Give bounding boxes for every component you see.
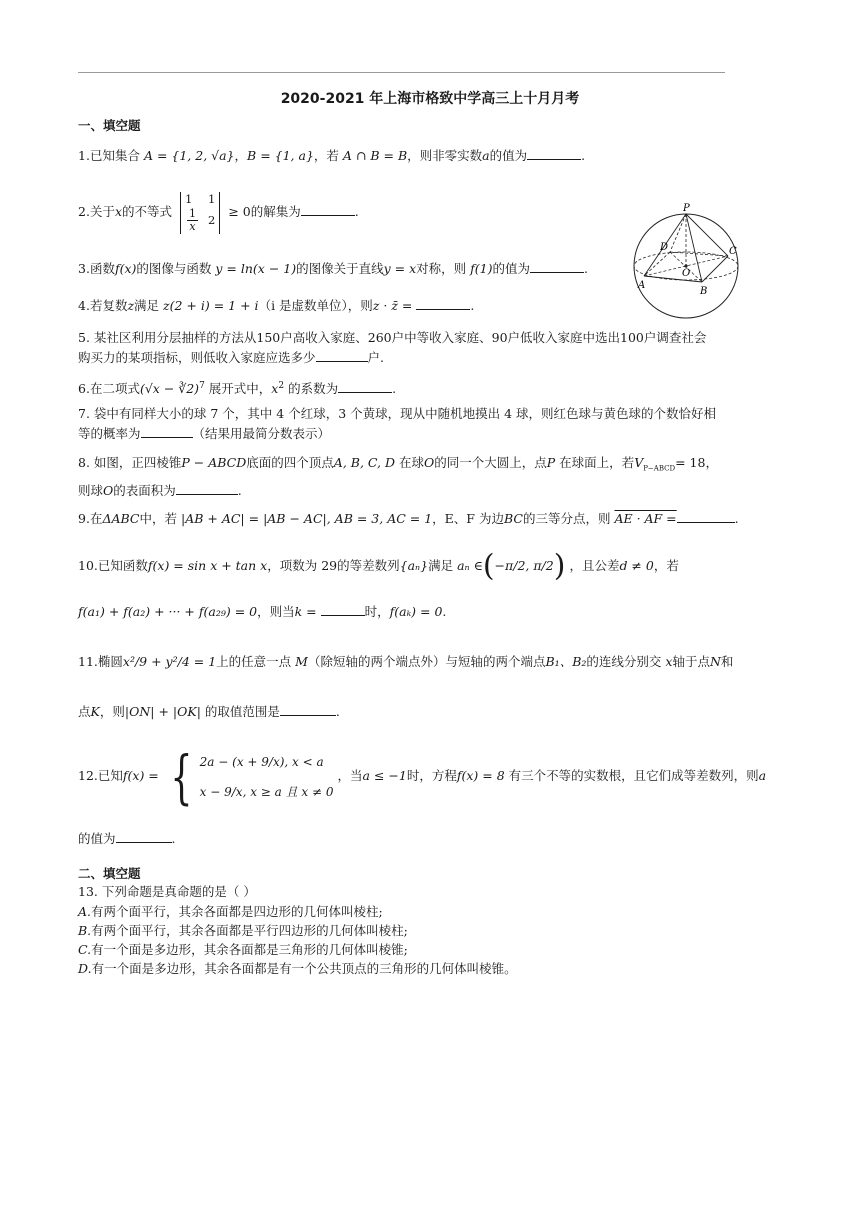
label-c: C [729,246,737,257]
page-title: 2020-2021 年上海市格致中学高三上十月月考 [280,91,580,107]
sphere-pyramid-figure [628,200,748,320]
answer-blank[interactable] [316,350,368,362]
answer-blank[interactable] [141,426,193,438]
question-5-line-2: 购买力的某项指标，则低收入家庭应选多少 户. [78,350,384,365]
label-b: B [700,286,708,297]
section-heading-2: 二、填空题 [78,866,141,881]
answer-blank[interactable] [677,511,735,523]
option-d[interactable]: D.有一个面是多边形，其余各面都是有一个公共顶点的三角形的几何体叫棱锥。 [78,961,517,976]
question-10-line-1: 10.已知函数f(x) = sin x + tan x，项数为 29的等差数列{aₙ}满足 aₙ ∈(−π/2, π/2) ，且公差d ≠ 0，若 [78,548,679,584]
question-3: 3.函数f(x)的图像与函数 y = ln(x − 1)的图像关于直线y = x对称，则 f(1)的值为 . [78,261,589,276]
answer-blank[interactable] [416,298,470,310]
question-6: 6.在二项式(√x − ∛2)$^7$ 展开式中，$x^2$ 的系数为 . [78,381,397,397]
option-b[interactable]: B.有两个面平行，其余各面都是平行四边形的几何体叫棱柱; [78,923,408,938]
answer-blank[interactable] [301,204,355,216]
question-11-line-2: 点K，则|ON| + |OK| 的取值范围是 . [78,704,340,719]
answer-blank[interactable] [116,831,172,843]
header-rule [78,72,725,73]
answer-blank[interactable] [527,148,581,160]
question-5-line-1: 5. 某社区利用分层抽样的方法从150户高收入家庭、260户中等收入家庭、90户低收入家庭中选出100户调查社会 [78,330,707,345]
question-11-line-1: 11.椭圆x²/9 + y²/4 = 1上的任意一点 M（除短轴的两个端点外）与短轴的两个端点B₁、B₂的连线分别交 x轴于点N和 [78,654,734,669]
question-8-line-1: 8. 如图，正四棱锥P − ABCD底面的四个顶点A, B, C, D 在球O的同一个大圆上，点P 在球面上，若$V_{P-ABCD}= 18$， [78,455,718,473]
brace: { [170,742,193,811]
answer-blank[interactable] [321,604,365,616]
section-heading-fill: 一、填空题 [78,118,141,133]
question-9: 9.在ΔABC中，若 |AB + AC| = |AB − AC|, AB = 3, AC = 1，E、F 为边BC的三等分点，则 AE · AF = . [78,511,739,526]
label-d: D [660,242,669,253]
answer-blank[interactable] [176,483,238,495]
piecewise-cases: 2a − (x + 9/x), x < a x − 9/x, x ≥ a 且 x ≠ 0 [199,754,334,799]
option-c[interactable]: C.有一个面是多边形，其余各面都是三角形的几何体叫棱锥; [78,942,408,957]
question-8-line-2: 则球O的表面积为 . [78,483,242,498]
answer-blank[interactable] [530,261,584,273]
question-4: 4.若复数z满足 z(2 + i) = 1 + i（i 是虚数单位），则z · z̄ = . [78,298,475,313]
label-o: O [682,268,691,279]
question-12-line-1: 12.已知f(x) = { 2a − (x + 9/x), x < a x − 9/x, x ≥ a 且 x ≠ 0 ，当a ≤ −1时，方程f(x) = 8 有三个不等的实数根，且它们成等差数列，则a [78,742,767,811]
question-7-line-2: 等的概率为 （结果用最简分数表示） [78,426,331,441]
question-1: 1.已知集合 A = {1, 2, √a}，B = {1, a}，若 A ∩ B = B，则非零实数a的值为 . [78,148,586,163]
answer-blank[interactable] [338,381,392,393]
question-7-line-1: 7. 袋中有同样大小的球 7 个，其中 4 个红球，3 个黄球，现从中随机地摸出 4 球，则红色球与黄色球的个数恰好相 [78,406,717,421]
option-a[interactable]: A.有两个面平行，其余各面都是四边形的几何体叫棱柱; [78,904,383,919]
question-12-line-2: 的值为 . [78,831,176,846]
label-p: P [683,203,690,214]
question-10-line-2: f(a₁) + f(a₂) + ··· + f(a₂₉) = 0，则当k = 时，f(aₖ) = 0. [78,604,447,619]
question-13-stem: 13. 下列命题是真命题的是（ ） [78,884,256,899]
question-2: 2.关于x的不等式 1 1 $\frac{1}{x}$ 2 ≥ 0的解集为 . [78,191,359,233]
label-a: A [638,280,646,291]
answer-blank[interactable] [280,704,336,716]
determinant: 1 1 $\frac{1}{x}$ 2 [180,192,220,234]
